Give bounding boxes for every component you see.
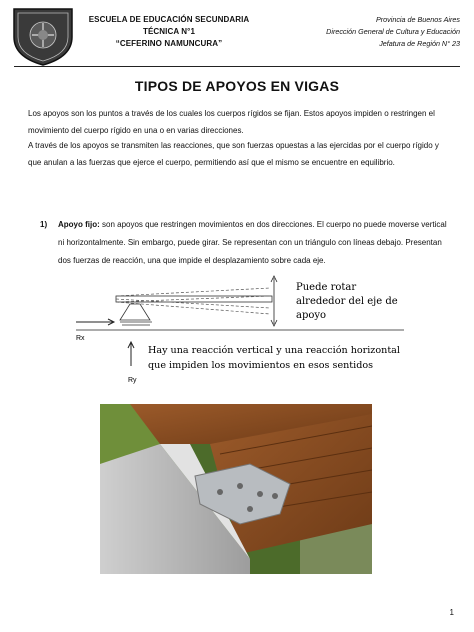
header-divider: [14, 66, 460, 67]
school-line: TÉCNICA N°1: [142, 27, 195, 36]
rotate-note-1: Puede rotar: [296, 282, 357, 293]
support-triangle: [120, 304, 150, 320]
rotate-note-2: alrededor del eje de: [296, 296, 398, 307]
item-label: Apoyo fijo:: [58, 220, 100, 229]
rotate-note-3: apoyo: [296, 310, 327, 321]
rotation-dashes: [116, 288, 270, 314]
reaction-note-1: Hay una reacción vertical y una reacción horizontal: [148, 345, 400, 356]
rx-label: Rx: [76, 335, 85, 342]
school-logo: [8, 3, 78, 67]
school-name: [84, 14, 254, 50]
province-line: Provincia de Buenos Aires: [375, 15, 460, 24]
province-line: Jefatura de Región N° 23: [379, 39, 460, 48]
reaction-note-2: que impiden los movimientos en esos sentidos: [148, 360, 374, 371]
intro-paragraph-1: Los apoyos son los puntos a través de los cuales los cuerpos rígidos se fijan. Estos apoyos impiden o restringen el movimiento del cuerpo rígido en una o en varias direcciones.: [28, 109, 435, 135]
ry-label: Ry: [128, 377, 137, 384]
page-number: 1: [449, 608, 454, 617]
fixed-support-diagram: [70, 274, 410, 384]
school-line: ESCUELA DE EDUCACIÓN SECUNDARIA: [88, 15, 250, 24]
list-number: 1): [40, 220, 48, 229]
support-photo: [100, 404, 372, 574]
intro-paragraph-2: A través de los apoyos se transmiten las reacciones, que son fuerzas opuestas a las ejercidas por el cuerpo rígido y que anulan a las fuerzas que ejerce el cuerpo, permitiendo así que el mismo se encuentre en equilibrio.: [28, 141, 439, 167]
page-title: TIPOS DE APOYOS EN VIGAS: [134, 78, 340, 94]
province-line: Dirección General de Cultura y Educación: [326, 27, 460, 36]
school-line: “CEFERINO NAMUNCURA”: [115, 39, 223, 48]
province-info: [270, 14, 460, 50]
item-text: son apoyos que restringen movimientos en dos direcciones. El cuerpo no puede moverse vertical ni horizontalmente. Sin embargo, puede girar. Se representan con un triángulo con líneas debajo. Presentan dos fuerzas de reacción, una que impide el desplazamiento sobre cada eje.: [58, 220, 447, 265]
list-body: [58, 216, 454, 270]
